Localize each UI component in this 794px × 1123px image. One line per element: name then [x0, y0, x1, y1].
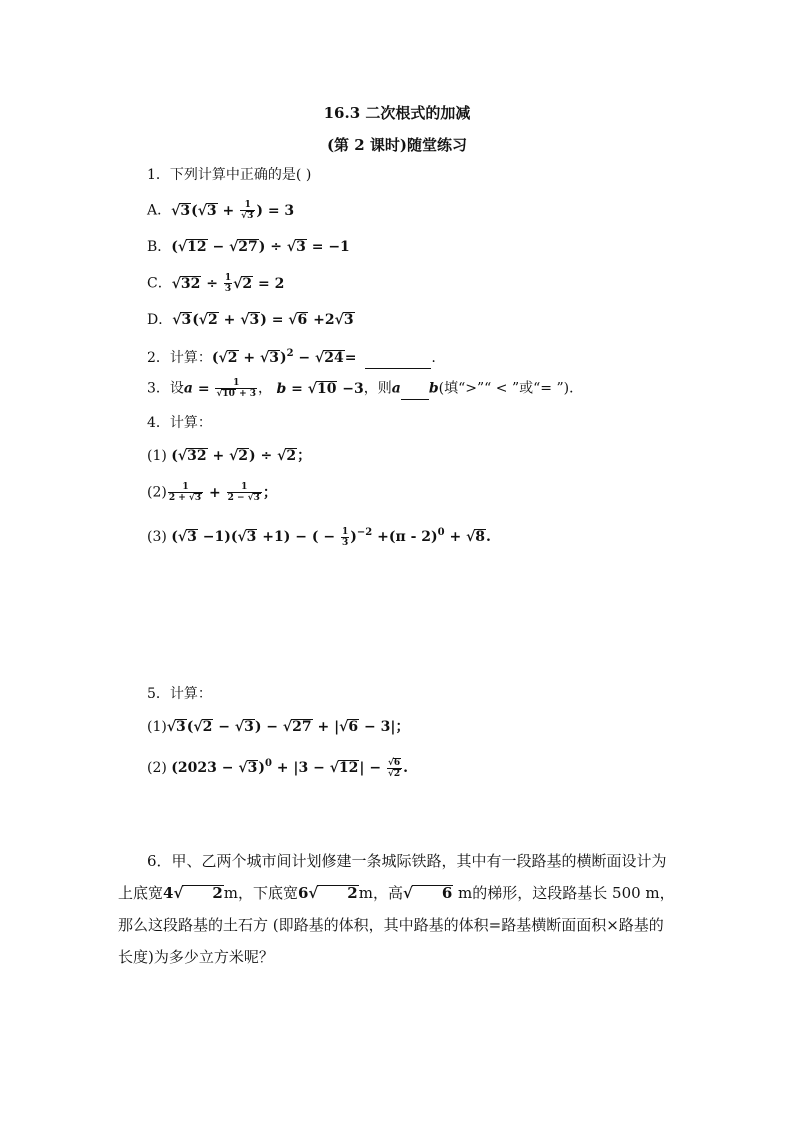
question-5-part-1: (1)√3(√2 − √3) − √27 + |√6 − 3|； — [147, 719, 410, 735]
answer-blank[interactable] — [401, 379, 429, 400]
question-1-option-b: B．(√12 − √27) ÷ √3 = −1 — [147, 239, 350, 255]
option-d-label: D． — [147, 312, 173, 328]
question-3: 3．设a = $\frac{1}{√10 + 3}$ ， b = √10 −3，则a b(填“>”“ < ”或“= ”)． — [147, 378, 584, 399]
question-2-stem: 2．计算： — [147, 350, 212, 366]
worksheet-subtitle: (第 2 课时)随堂练习 — [326, 136, 468, 154]
worksheet-title: 16.3 二次根式的加减 — [323, 104, 471, 122]
question-4-stem: 4．计算： — [147, 415, 212, 431]
question-1-stem: 1．下列计算中正确的是( ) — [147, 167, 312, 183]
question-4-part-3: (3) (√3 −1)(√3 +1) − ( − $\frac{1}{3}$ )$^{-2}$ +(π - 2)$^0$ + √8. — [147, 526, 491, 548]
question-1-option-d: D．√3(√2 + √3) = √6 +2√3 — [147, 312, 354, 328]
option-c-label: C． — [147, 275, 172, 292]
question-1-option-a: A．√3(√3 + $\frac{1}{√3}$ ) = 3 — [147, 200, 295, 221]
option-b-label: B． — [147, 239, 172, 255]
question-5-stem: 5．计算： — [147, 686, 212, 702]
option-a-label: A． — [147, 202, 172, 219]
question-5-part-2: (2) $(2023 - √3)^0 + |3 - √12|$ − $\frac{√6}{√2}$ . — [147, 757, 409, 779]
question-3-stem: 3．设 — [147, 380, 184, 397]
question-1-option-c: C．√32 ÷ $\frac{1}{3}$ √2 = 2 — [147, 273, 285, 294]
answer-blank[interactable] — [365, 348, 431, 369]
question-4-part-2: (2) $\frac{1}{2 + √3}$ + $\frac{1}{2 - √3}$ ； — [147, 482, 277, 503]
question-4-part-1: (1) (√32 + √2) ÷ √2； — [147, 448, 312, 464]
question-6: 6．甲、乙两个城市间计划修建一条城际铁路，其中有一段路基的横断面设计为上底宽4√ 2m，下底宽6√ 2m，高√ 6 m的梯形，这段路基长 500 m，那么这段路基的土石方 (即路基的体积，其中路基的体积=路基横断面面积×路基的长度)为多少立方米呢？ — [118, 852, 675, 966]
question-2: 2．计算：$(√2 + √3)^2 - √24=$ . — [147, 344, 436, 369]
